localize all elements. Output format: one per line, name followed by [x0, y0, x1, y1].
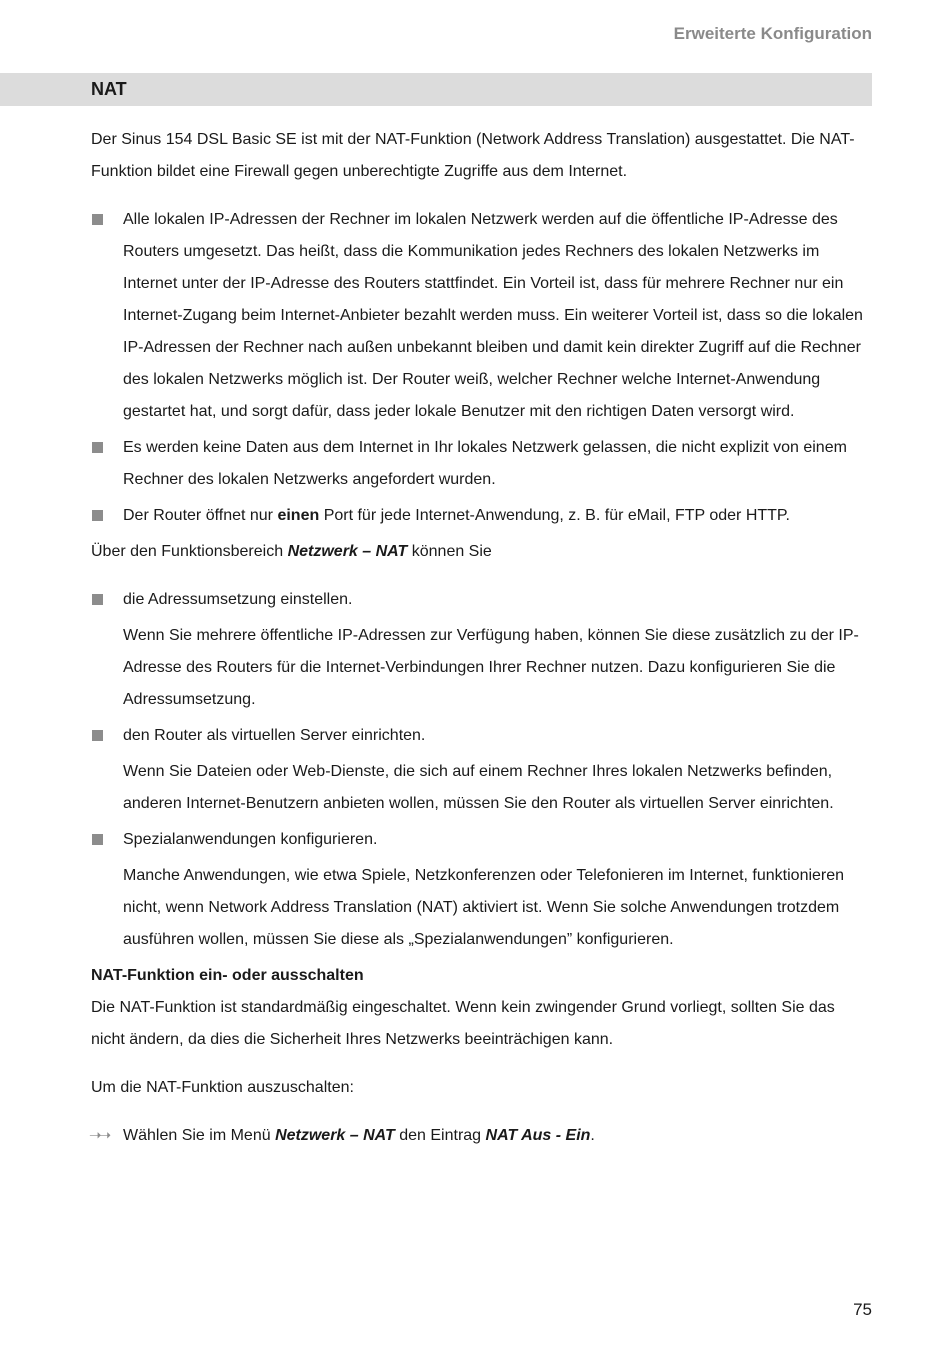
functions-intro-after: können Sie — [407, 543, 492, 560]
functions-intro-before: Über den Funktionsbereich — [91, 543, 288, 560]
list-item — [91, 720, 872, 752]
function-list — [91, 720, 872, 752]
list-item — [91, 432, 872, 496]
list-item-text-bold: einen — [277, 507, 320, 524]
running-header: Erweiterte Konfiguration — [673, 24, 872, 43]
page-number: 75 — [853, 1300, 872, 1319]
intro-paragraph: Der Sinus 154 DSL Basic SE ist mit der NAT-Funktion (Network Address Translation) ausgestattet. Die NAT-Funktion bildet eine Firewall gegen unberechtigte Zugriffe aus dem Internet. — [91, 131, 855, 180]
instruction-intro: Um die NAT-Funktion auszuschalten: — [91, 1079, 354, 1096]
function-list — [91, 824, 872, 856]
function-detail: Manche Anwendungen, wie etwa Spiele, Netzkonferenzen oder Telefonieren im Internet, funktionieren nicht, wenn Network Address Translation (NAT) aktiviert ist. Wenn Sie solche Anwendungen trotzdem ausführen wollen, müssen Sie diese als „Spezialanwendungen” konfigurieren. — [123, 867, 845, 948]
menu-entry: NAT Aus - Ein — [485, 1127, 591, 1144]
menu-path: Netzwerk – NAT — [275, 1127, 395, 1144]
section-title: NAT — [91, 79, 127, 99]
feature-list — [91, 204, 872, 532]
step-arrow-icon: ➝➝ — [89, 1127, 109, 1144]
page-content — [91, 124, 872, 1152]
functions-intro — [91, 536, 872, 568]
bullet-square-icon — [92, 730, 103, 741]
menu-path: Netzwerk – NAT — [287, 543, 408, 560]
bullet-square-icon — [92, 594, 103, 605]
list-item — [91, 204, 872, 428]
bullet-square-icon — [92, 214, 103, 225]
function-label: die Adressumsetzung einstellen. — [123, 591, 353, 608]
function-detail: Wenn Sie Dateien oder Web-Dienste, die sich auf einem Rechner Ihres lokalen Netzwerks befinden, anderen Internet-Benutzern anbieten wollen, müssen Sie den Router als virtuellen Server einrichten. — [123, 763, 834, 812]
bullet-square-icon — [92, 834, 103, 845]
step-text-after: . — [590, 1127, 595, 1144]
step-text-before: Wählen Sie im Menü — [123, 1127, 276, 1144]
list-item-text-after: Port für jede Internet-Anwendung, z. B. für eMail, FTP oder HTTP. — [319, 507, 790, 524]
function-list — [91, 584, 872, 616]
list-item-text: Es werden keine Daten aus dem Internet in Ihr lokales Netzwerk gelassen, die nicht explizit von einem Rechner des lokalen Netzwerks angefordert wurden. — [123, 439, 847, 488]
list-item — [91, 500, 872, 532]
list-item-text: Alle lokalen IP-Adressen der Rechner im lokalen Netzwerk werden auf die öffentliche IP-Adresse des Routers umgesetzt. Das heißt, dass die Kommunikation jedes Rechners des lokalen Netzwerks im Internet unter der IP-Adresse des Routers stattfindet. Ein Vorteil ist, dass für mehrere Rechner nur ein Internet-Zugang beim Internet-Anbieter bezahlt werden muss. Ein weiterer Vorteil ist, dass so die lokalen IP-Adressen der Rechner nach außen unbekannt bleiben und damit kein direkter Zugriff auf die Rechner des lokalen Netzwerks möglich ist. Der Router weiß, welcher Rechner welche Internet-Anwendung gestartet hat, und sorgt dafür, dass jeder lokale Benutzer mit den richtigen Daten versorgt wird. — [123, 211, 863, 420]
function-label: Spezialanwendungen konfigurieren. — [123, 831, 378, 848]
bullet-square-icon — [92, 442, 103, 453]
bullet-square-icon — [92, 510, 103, 521]
list-item — [91, 824, 872, 856]
list-item-text-before: Der Router öffnet nur — [123, 507, 278, 524]
section-heading-bar — [0, 73, 872, 106]
function-detail: Wenn Sie mehrere öffentliche IP-Adressen zur Verfügung haben, können Sie diese zusätzlich zu der IP-Adresse des Routers für die Internet-Verbindungen Ihrer Rechner nutzen. Dazu konfigurieren Sie die Adressumsetzung. — [123, 627, 859, 708]
list-item — [91, 584, 872, 616]
instruction-step — [91, 1120, 872, 1152]
function-label: den Router als virtuellen Server einrichten. — [123, 727, 426, 744]
subsection-paragraph: Die NAT-Funktion ist standardmäßig eingeschaltet. Wenn kein zwingender Grund vorliegt, sollten Sie das nicht ändern, da dies die Sicherheit Ihres Netzwerks beeinträchigen kann. — [91, 999, 835, 1048]
step-text-middle: den Eintrag — [394, 1127, 486, 1144]
subsection-title: NAT-Funktion ein- oder ausschalten — [91, 967, 364, 984]
